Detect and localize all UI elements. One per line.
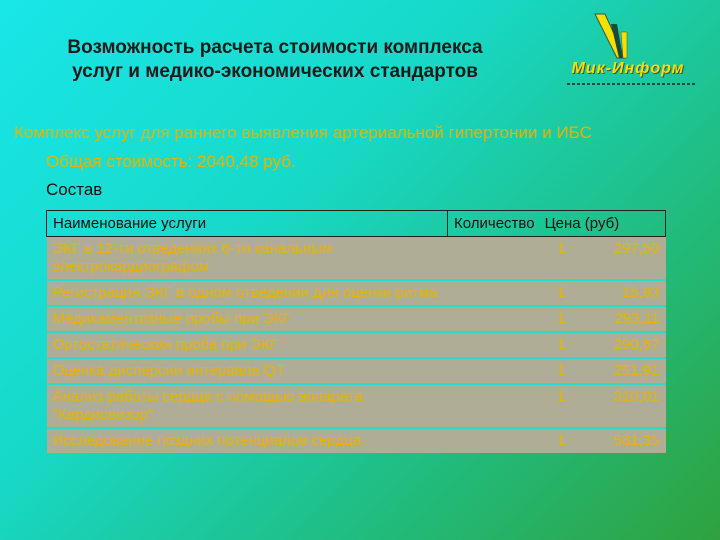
complex-title: Комплекс услуг для раннего выявления артериальной гипертонии и ИБС	[14, 123, 592, 142]
composition-label: Состав	[46, 180, 103, 199]
slide-title-line1: Возможность расчета стоимости комплекса	[67, 37, 483, 58]
table-row	[47, 384, 666, 428]
header-price: Цена (руб)	[544, 215, 620, 232]
service-name: Ортостатическая проба при ЭКГ	[47, 332, 448, 358]
table-row	[47, 428, 666, 453]
service-price: 581,35	[580, 428, 666, 453]
logo-mark-icon	[555, 10, 705, 65]
service-quantity: 1	[448, 306, 580, 332]
service-name: Анализ работы сердца с помощью аппарата "Кардиовизор"	[47, 384, 448, 428]
total-cost: Общая стоимость: 2040,48 руб.	[46, 152, 296, 171]
service-name: ЭКГ в 12-ти отведениях 6-ти канальным электрокардиографом	[47, 237, 448, 281]
service-price: 310,01	[580, 384, 666, 428]
logo-text: Мик-Информ	[571, 60, 685, 77]
service-price: 290,67	[580, 332, 666, 358]
logo-subline	[567, 83, 695, 85]
table-row	[47, 237, 666, 281]
service-price: 293,11	[580, 306, 666, 332]
table-header-row	[47, 211, 666, 237]
service-price: 251,91	[580, 358, 666, 384]
service-price: 15,93	[580, 280, 666, 306]
service-quantity: 1	[448, 280, 580, 306]
slide-title-line2: услуг и медико-экономических стандартов	[72, 61, 478, 82]
service-name: Регистрация ЭКГ в одном отведении для оценки ритма	[47, 280, 448, 306]
service-price: 297,50	[580, 237, 666, 281]
service-quantity: 1	[448, 384, 580, 428]
company-logo	[555, 10, 705, 90]
service-name: Медикаментозные пробы при ЭКГ	[47, 306, 448, 332]
table-row	[47, 358, 666, 384]
slide-title	[20, 36, 530, 84]
header-qty-price-cell	[448, 211, 666, 237]
service-quantity: 1	[448, 358, 580, 384]
table-row	[47, 306, 666, 332]
services-table	[46, 210, 666, 453]
service-name: Исследование поздних потенциалов сердца	[47, 428, 448, 453]
header-service-name: Наименование услуги	[47, 211, 448, 237]
service-name: Оценка дисперсии интервала QT	[47, 358, 448, 384]
service-quantity: 1	[448, 428, 580, 453]
table-row	[47, 332, 666, 358]
service-quantity: 1	[448, 332, 580, 358]
header-quantity: Количество	[454, 215, 535, 232]
service-quantity: 1	[448, 237, 580, 281]
table-row	[47, 280, 666, 306]
